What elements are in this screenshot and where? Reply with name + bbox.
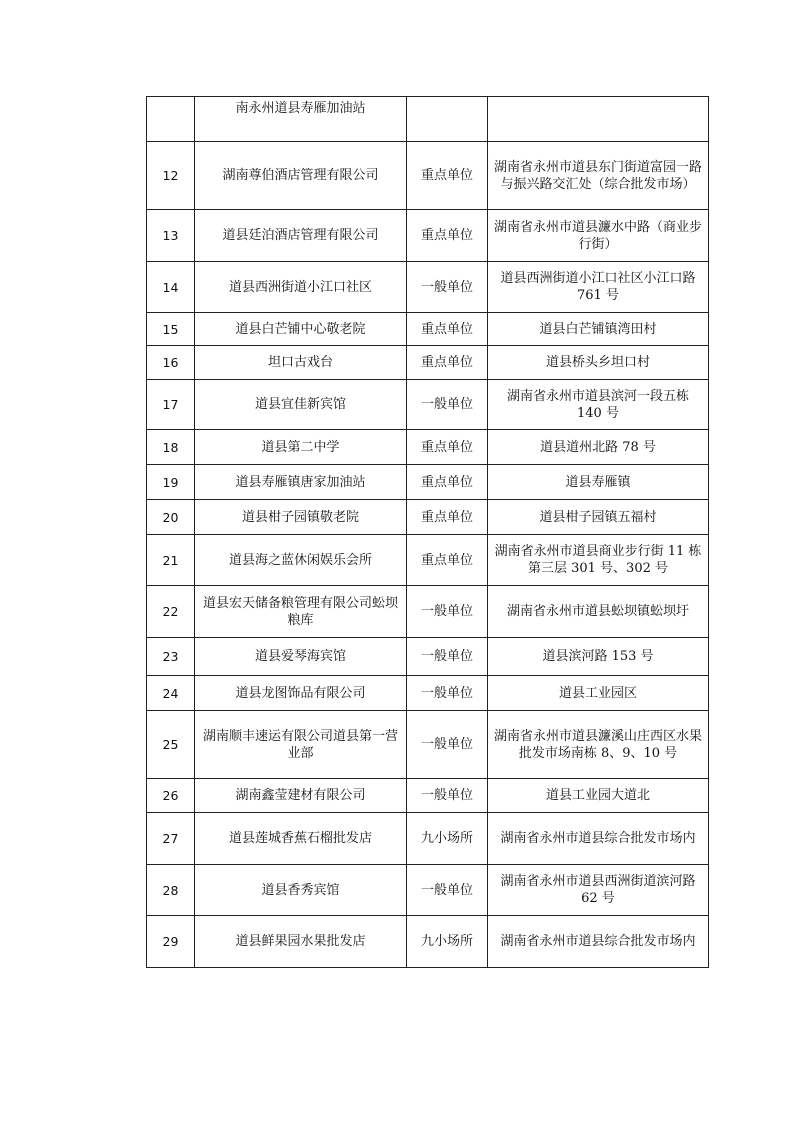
unit-name: 道县第二中学 <box>195 430 407 465</box>
unit-address: 湖南省永州市道县东门街道富园一路与振兴路交汇处（综合批发市场） <box>488 142 709 210</box>
table-row <box>147 586 709 638</box>
row-number <box>147 97 195 142</box>
row-number: 21 <box>147 535 195 586</box>
table-row <box>147 535 709 586</box>
unit-name: 道县香秀宾馆 <box>195 865 407 916</box>
unit-address: 湖南省永州市道县综合批发市场内 <box>488 916 709 968</box>
table-row <box>147 500 709 535</box>
unit-category <box>407 97 488 142</box>
unit-category: 一般单位 <box>407 380 488 430</box>
unit-name: 湖南尊伯酒店管理有限公司 <box>195 142 407 210</box>
unit-address: 道县西洲街道小江口社区小江口路 761 号 <box>488 262 709 313</box>
unit-address: 道县工业园区 <box>488 676 709 711</box>
unit-address: 湖南省永州市道县蚣坝镇蚣坝圩 <box>488 586 709 638</box>
row-number: 22 <box>147 586 195 638</box>
unit-address: 道县工业园大道北 <box>488 779 709 813</box>
table-row <box>147 430 709 465</box>
table-row <box>147 210 709 262</box>
unit-name: 道县爱琴海宾馆 <box>195 638 407 676</box>
unit-name: 道县鲜果园水果批发店 <box>195 916 407 968</box>
unit-category: 重点单位 <box>407 313 488 346</box>
unit-name: 道县西洲街道小江口社区 <box>195 262 407 313</box>
row-number: 18 <box>147 430 195 465</box>
unit-name: 湖南鑫莹建材有限公司 <box>195 779 407 813</box>
unit-name: 道县柑子园镇敬老院 <box>195 500 407 535</box>
unit-address: 道县道州北路 78 号 <box>488 430 709 465</box>
row-number: 25 <box>147 711 195 779</box>
unit-category: 一般单位 <box>407 638 488 676</box>
row-number: 23 <box>147 638 195 676</box>
unit-category: 重点单位 <box>407 430 488 465</box>
row-number: 19 <box>147 465 195 500</box>
unit-address: 湖南省永州市道县西洲街道滨河路 62 号 <box>488 865 709 916</box>
table-row <box>147 865 709 916</box>
row-number: 28 <box>147 865 195 916</box>
units-table <box>146 96 709 968</box>
unit-name: 道县莲城香蕉石榴批发店 <box>195 813 407 865</box>
table-row <box>147 813 709 865</box>
unit-category: 重点单位 <box>407 210 488 262</box>
row-number: 13 <box>147 210 195 262</box>
table-row <box>147 313 709 346</box>
unit-category: 一般单位 <box>407 865 488 916</box>
row-number: 24 <box>147 676 195 711</box>
table-row <box>147 916 709 968</box>
unit-address: 湖南省永州市道县商业步行街 11 栋第三层 301 号、302 号 <box>488 535 709 586</box>
unit-category: 一般单位 <box>407 711 488 779</box>
unit-name: 道县白芒铺中心敬老院 <box>195 313 407 346</box>
unit-name: 道县宜佳新宾馆 <box>195 380 407 430</box>
unit-category: 重点单位 <box>407 346 488 380</box>
unit-address: 湖南省永州市道县濂水中路（商业步行街） <box>488 210 709 262</box>
table-row <box>147 638 709 676</box>
unit-address: 道县寿雁镇 <box>488 465 709 500</box>
unit-name: 道县宏天储备粮管理有限公司蚣坝粮库 <box>195 586 407 638</box>
row-number: 26 <box>147 779 195 813</box>
unit-address: 湖南省永州市道县综合批发市场内 <box>488 813 709 865</box>
table-row <box>147 676 709 711</box>
unit-address: 湖南省永州市道县滨河一段五栋 140 号 <box>488 380 709 430</box>
unit-address: 湖南省永州市道县濂溪山庄西区水果批发市场南栋 8、9、10 号 <box>488 711 709 779</box>
unit-name: 道县龙图饰品有限公司 <box>195 676 407 711</box>
unit-address: 道县滨河路 153 号 <box>488 638 709 676</box>
unit-category: 九小场所 <box>407 813 488 865</box>
row-number: 16 <box>147 346 195 380</box>
row-number: 15 <box>147 313 195 346</box>
unit-address <box>488 97 709 142</box>
unit-name: 道县寿雁镇唐家加油站 <box>195 465 407 500</box>
table-row <box>147 97 709 142</box>
unit-category: 重点单位 <box>407 535 488 586</box>
row-number: 12 <box>147 142 195 210</box>
table-row <box>147 465 709 500</box>
row-number: 20 <box>147 500 195 535</box>
table-row <box>147 262 709 313</box>
table-row <box>147 711 709 779</box>
unit-name: 南永州道县寿雁加油站 <box>195 97 407 142</box>
row-number: 14 <box>147 262 195 313</box>
unit-category: 一般单位 <box>407 779 488 813</box>
unit-category: 一般单位 <box>407 586 488 638</box>
unit-address: 道县白芒铺镇湾田村 <box>488 313 709 346</box>
unit-category: 一般单位 <box>407 262 488 313</box>
row-number: 27 <box>147 813 195 865</box>
unit-category: 一般单位 <box>407 676 488 711</box>
unit-category: 重点单位 <box>407 142 488 210</box>
unit-name: 湖南顺丰速运有限公司道县第一营业部 <box>195 711 407 779</box>
unit-name: 道县廷泊酒店管理有限公司 <box>195 210 407 262</box>
unit-category: 重点单位 <box>407 465 488 500</box>
row-number: 17 <box>147 380 195 430</box>
unit-name: 坦口古戏台 <box>195 346 407 380</box>
unit-address: 道县桥头乡坦口村 <box>488 346 709 380</box>
unit-name: 道县海之蓝休闲娱乐会所 <box>195 535 407 586</box>
unit-category: 九小场所 <box>407 916 488 968</box>
table-row <box>147 346 709 380</box>
table-row <box>147 142 709 210</box>
unit-address: 道县柑子园镇五福村 <box>488 500 709 535</box>
row-number: 29 <box>147 916 195 968</box>
unit-category: 重点单位 <box>407 500 488 535</box>
table-row <box>147 779 709 813</box>
table-row <box>147 380 709 430</box>
